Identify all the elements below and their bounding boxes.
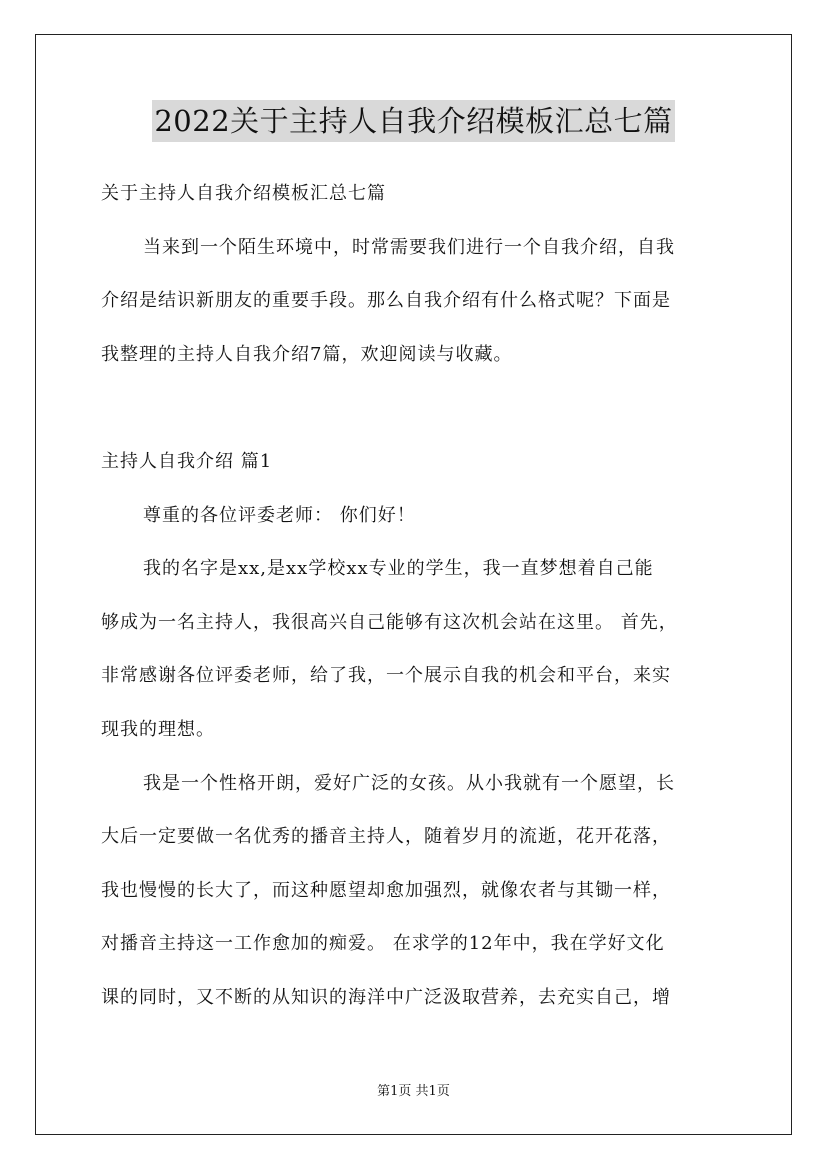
paragraph2-line-4: 对播音主持这一工作愈加的痴爱。 在求学的12年中，我在学好文化: [101, 933, 665, 955]
title-container: [0, 100, 827, 142]
paragraph1-line-1: 我的名字是xx,是xx学校xx专业的学生，我一直梦想着自己能: [143, 558, 654, 580]
paragraph2-line-2: 大后一定要做一名优秀的播音主持人，随着岁月的流逝，花开花落，: [101, 826, 671, 848]
paragraph2-line-3: 我也慢慢的长大了，而这种愿望却愈加强烈，就像农者与其锄一样，: [101, 879, 671, 901]
document-body: [101, 167, 739, 1025]
greeting-line: 尊重的各位评委老师： 你们好！: [143, 504, 416, 526]
paragraph1-line-3: 非常感谢各位评委老师，给了我，一个展示自我的机会和平台，来实: [101, 665, 671, 687]
paragraph1-line-2: 够成为一名主持人，我很高兴自己能够有这次机会站在这里。 首先，: [101, 611, 678, 633]
paragraph2-line-5: 课的同时，又不断的从知识的海洋中广泛汲取营养，去充实自己，增: [101, 986, 671, 1008]
page-footer: [0, 1082, 827, 1102]
page-number: 第1页 共1页: [377, 1084, 450, 1099]
document-subtitle: 关于主持人自我介绍模板汇总七篇: [101, 183, 386, 204]
intro-line-1: 当来到一个陌生环境中，时常需要我们进行一个自我介绍，自我: [143, 236, 675, 258]
section-heading: 主持人自我介绍 篇1: [101, 450, 273, 472]
intro-line-3: 我整理的主持人自我介绍7篇，欢迎阅读与收藏。: [101, 343, 513, 365]
paragraph-spacer: [101, 381, 739, 435]
intro-line-2: 介绍是结识新朋友的重要手段。那么自我介绍有什么格式呢？下面是: [101, 290, 671, 312]
paragraph2-line-1: 我是一个性格开朗，爱好广泛的女孩。从小我就有一个愿望，长: [143, 772, 675, 794]
paragraph1-line-4: 现我的理想。: [101, 718, 215, 740]
document-title: 2022关于主持人自我介绍模板汇总七篇: [152, 100, 674, 142]
